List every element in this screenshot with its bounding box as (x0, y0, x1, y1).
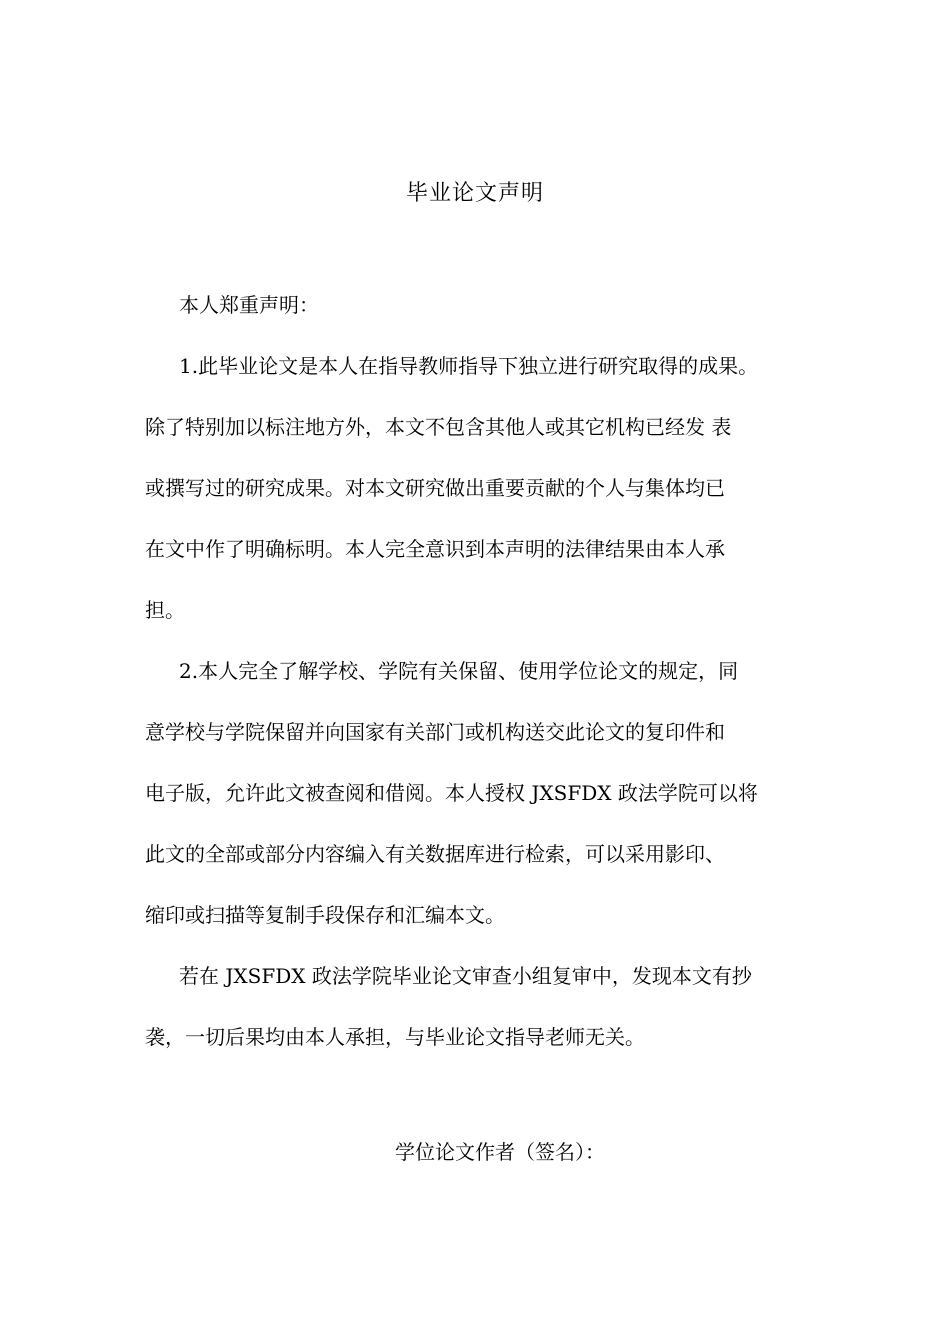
signature-label: 学位论文作者（签名）： (395, 1140, 605, 1164)
paragraph-1 (145, 351, 810, 625)
paragraph-2-line: 意学校与学院保留并向国家有关部门或机构送交此论文的复印件和 (145, 720, 725, 744)
document-title: 毕业论文声明 (405, 181, 544, 206)
paragraph-2 (145, 656, 810, 930)
paragraph-2-line: 此文的全部或部分内容编入有关数据库进行检索，可以采用影印、 (145, 842, 725, 866)
paragraph-2-line: 缩印或扫描等复制手段保存和汇编本文。 (145, 903, 505, 927)
paragraph-3 (145, 961, 810, 1052)
paragraph-2-line: 2.本人完全了解学校、学院有关保留、使用学位论文的规定，同 (179, 659, 739, 683)
declaration-body (145, 290, 810, 1083)
paragraph-3-line: 袭，一切后果均由本人承担，与毕业论文指导老师无关。 (145, 1025, 645, 1049)
intro-line: 本人郑重声明： (179, 293, 319, 317)
paragraph-1-line: 1.此毕业论文是本人在指导教师指导下独立进行研究取得的成果。 (179, 354, 759, 378)
paragraph-1-line: 在文中作了明确标明。本人完全意识到本声明的法律结果由本人承 (145, 537, 725, 561)
paragraph-3-line: 若在 JXSFDX 政法学院毕业论文审查小组复审中，发现本文有抄 (179, 964, 752, 988)
paragraph-1-line: 担。 (145, 598, 185, 622)
paragraph-1-line: 或撰写过的研究成果。对本文研究做出重要贡献的个人与集体均已 (145, 476, 725, 500)
paragraph-2-line: 电子版，允许此文被查阅和借阅。本人授权 JXSFDX 政法学院可以将 (145, 781, 758, 805)
paragraph-1-line: 除了特别加以标注地方外，本文不包含其他人或其它机构已经发 表 (145, 415, 732, 439)
